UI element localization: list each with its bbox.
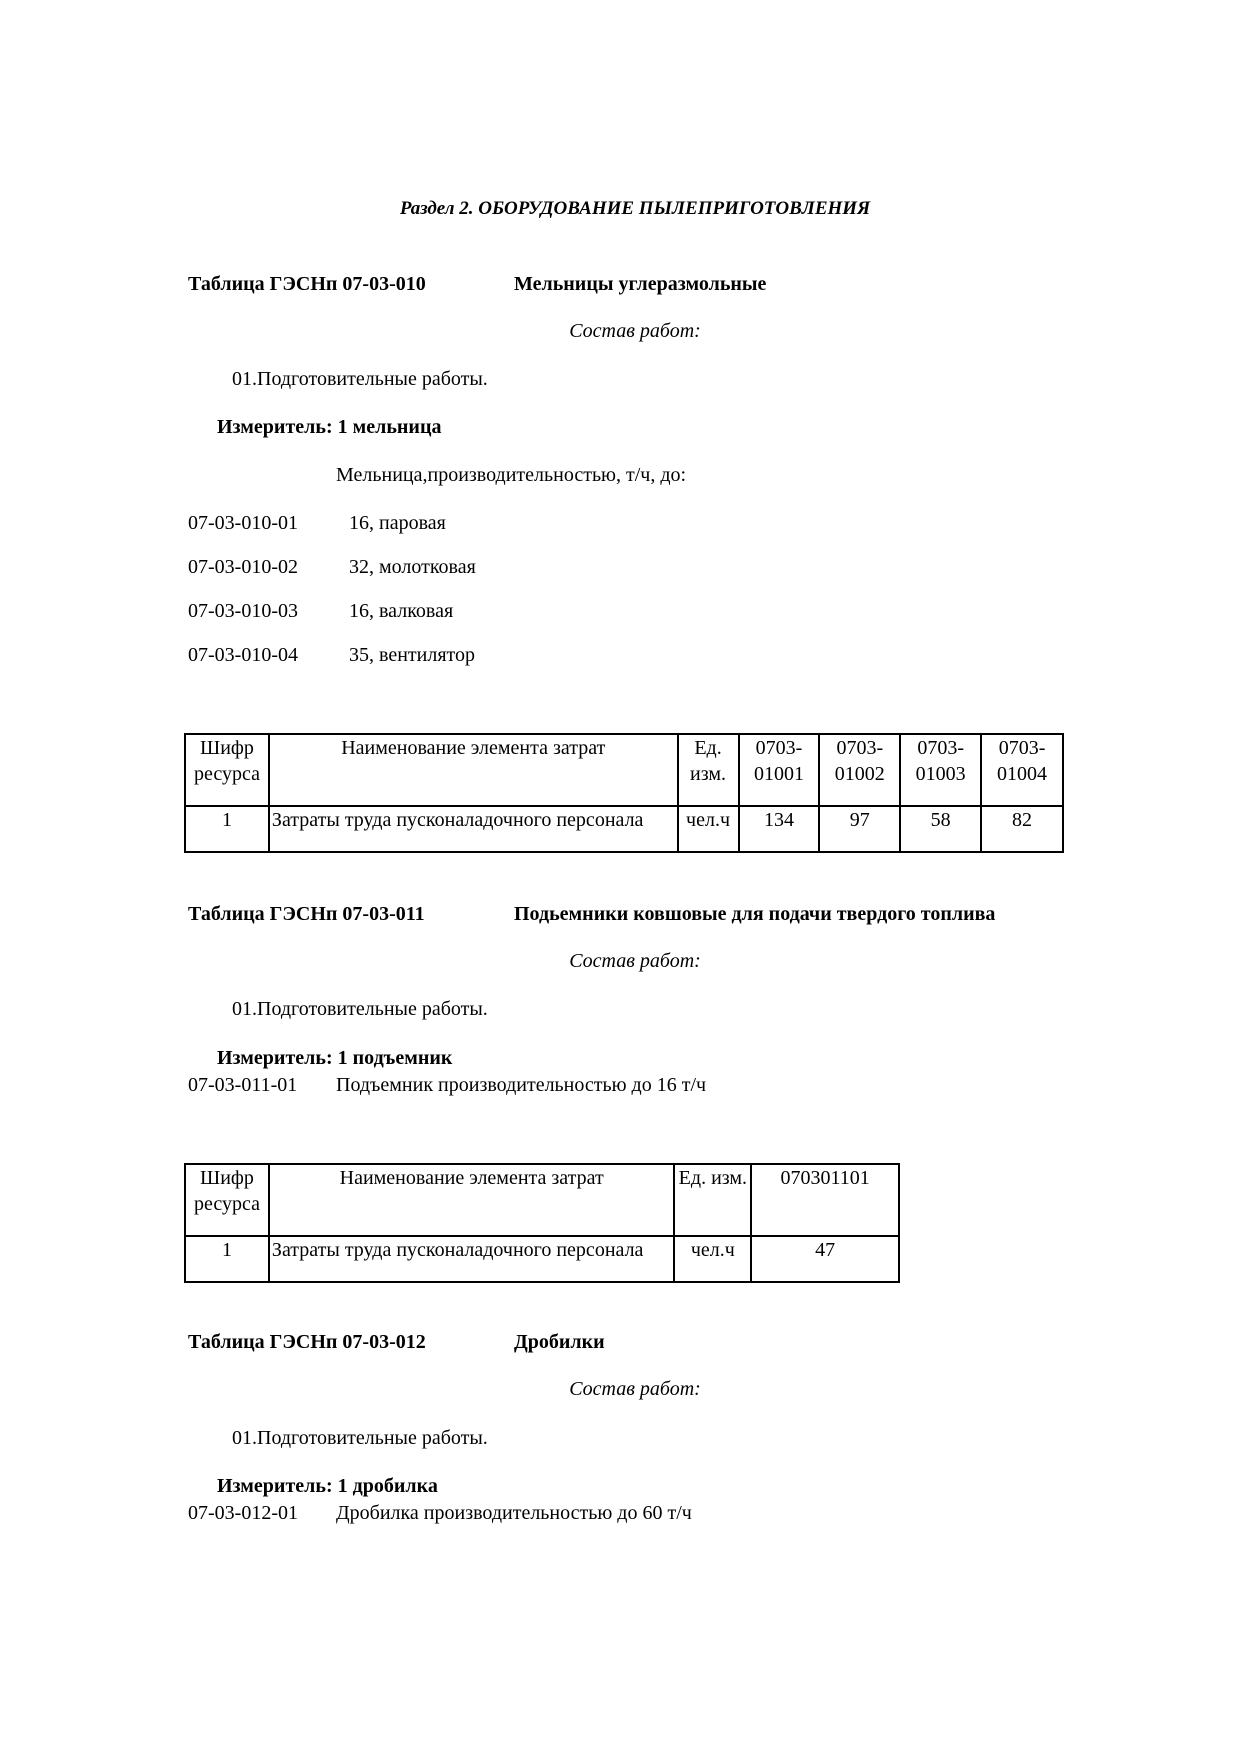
header-cell: Наименование элемента затрат <box>269 1164 675 1236</box>
header-cell: 0703-01001 <box>739 734 820 806</box>
item-text: 16, валковая <box>349 600 454 622</box>
table-cell: 47 <box>751 1236 899 1282</box>
item-code: 07-03-010-04 <box>188 644 298 666</box>
table-row <box>185 1236 899 1282</box>
resource-table <box>184 733 1064 853</box>
table-name: Подьемники ковшовые для подачи твердого топлива <box>514 903 996 925</box>
work-heading: Состав работ: <box>569 950 701 972</box>
table-cell: Затраты труда пусконаладочного персонала <box>269 1236 675 1282</box>
table-row <box>185 806 1063 852</box>
header-cell: 070301101 <box>751 1164 899 1236</box>
resource-table <box>184 1163 900 1283</box>
item-code: 07-03-012-01 <box>188 1502 298 1524</box>
header-cell: 0703-01002 <box>819 734 900 806</box>
item-code: 07-03-010-03 <box>188 600 298 622</box>
header-cell: Шифр ресурса <box>185 1164 269 1236</box>
measure: Измеритель: 1 подъемник <box>217 1047 453 1069</box>
item-text: Дробилка производительностью до 60 т/ч <box>336 1502 692 1524</box>
work-heading: Состав работ: <box>569 320 701 342</box>
table-name: Дробилки <box>514 1331 605 1353</box>
table-cell: 58 <box>900 806 981 852</box>
table-cell: 1 <box>185 1236 269 1282</box>
header-cell: Ед. изм. <box>678 734 739 806</box>
table-cell: 134 <box>739 806 820 852</box>
measure: Измеритель: 1 дробилка <box>217 1475 438 1497</box>
table-label: Таблица ГЭСНп 07-03-010 <box>188 273 426 295</box>
header-cell: 0703-01003 <box>900 734 981 806</box>
section-title: Раздел 2. ОБОРУДОВАНИЕ ПЫЛЕПРИГОТОВЛЕНИЯ <box>399 198 871 219</box>
work-item: 01.Подготовительные работы. <box>232 1427 488 1449</box>
table-cell: чел.ч <box>678 806 739 852</box>
item-text: 35, вентилятор <box>349 644 476 666</box>
item-text: Подъемник производительностью до 16 т/ч <box>336 1074 707 1096</box>
table-cell: 82 <box>981 806 1063 852</box>
item-code: 07-03-011-01 <box>188 1074 298 1096</box>
table-label: Таблица ГЭСНп 07-03-012 <box>188 1331 426 1353</box>
item-text: 16, паровая <box>349 512 446 534</box>
table-name: Мельницы углеразмольные <box>514 273 767 295</box>
header-cell: Наименование элемента затрат <box>269 734 678 806</box>
table-cell: 97 <box>819 806 900 852</box>
table-header-row <box>185 734 1063 806</box>
item-code: 07-03-010-02 <box>188 556 298 578</box>
table-cell: чел.ч <box>674 1236 751 1282</box>
header-cell: Ед. изм. <box>674 1164 751 1236</box>
table-label: Таблица ГЭСНп 07-03-011 <box>188 903 425 925</box>
header-cell: Шифр ресурса <box>185 734 269 806</box>
work-item: 01.Подготовительные работы. <box>232 998 488 1020</box>
table-cell: 1 <box>185 806 269 852</box>
table-header-row <box>185 1164 899 1236</box>
item-code: 07-03-010-01 <box>188 512 298 534</box>
measure: Измеритель: 1 мельница <box>217 416 442 438</box>
work-item: 01.Подготовительные работы. <box>232 368 488 390</box>
item-text: 32, молотковая <box>349 556 476 578</box>
table-cell: Затраты труда пусконаладочного персонала <box>269 806 678 852</box>
header-cell: 0703-01004 <box>981 734 1063 806</box>
work-heading: Состав работ: <box>569 1378 701 1400</box>
group-caption: Мельница,производительностью, т/ч, до: <box>336 464 687 486</box>
